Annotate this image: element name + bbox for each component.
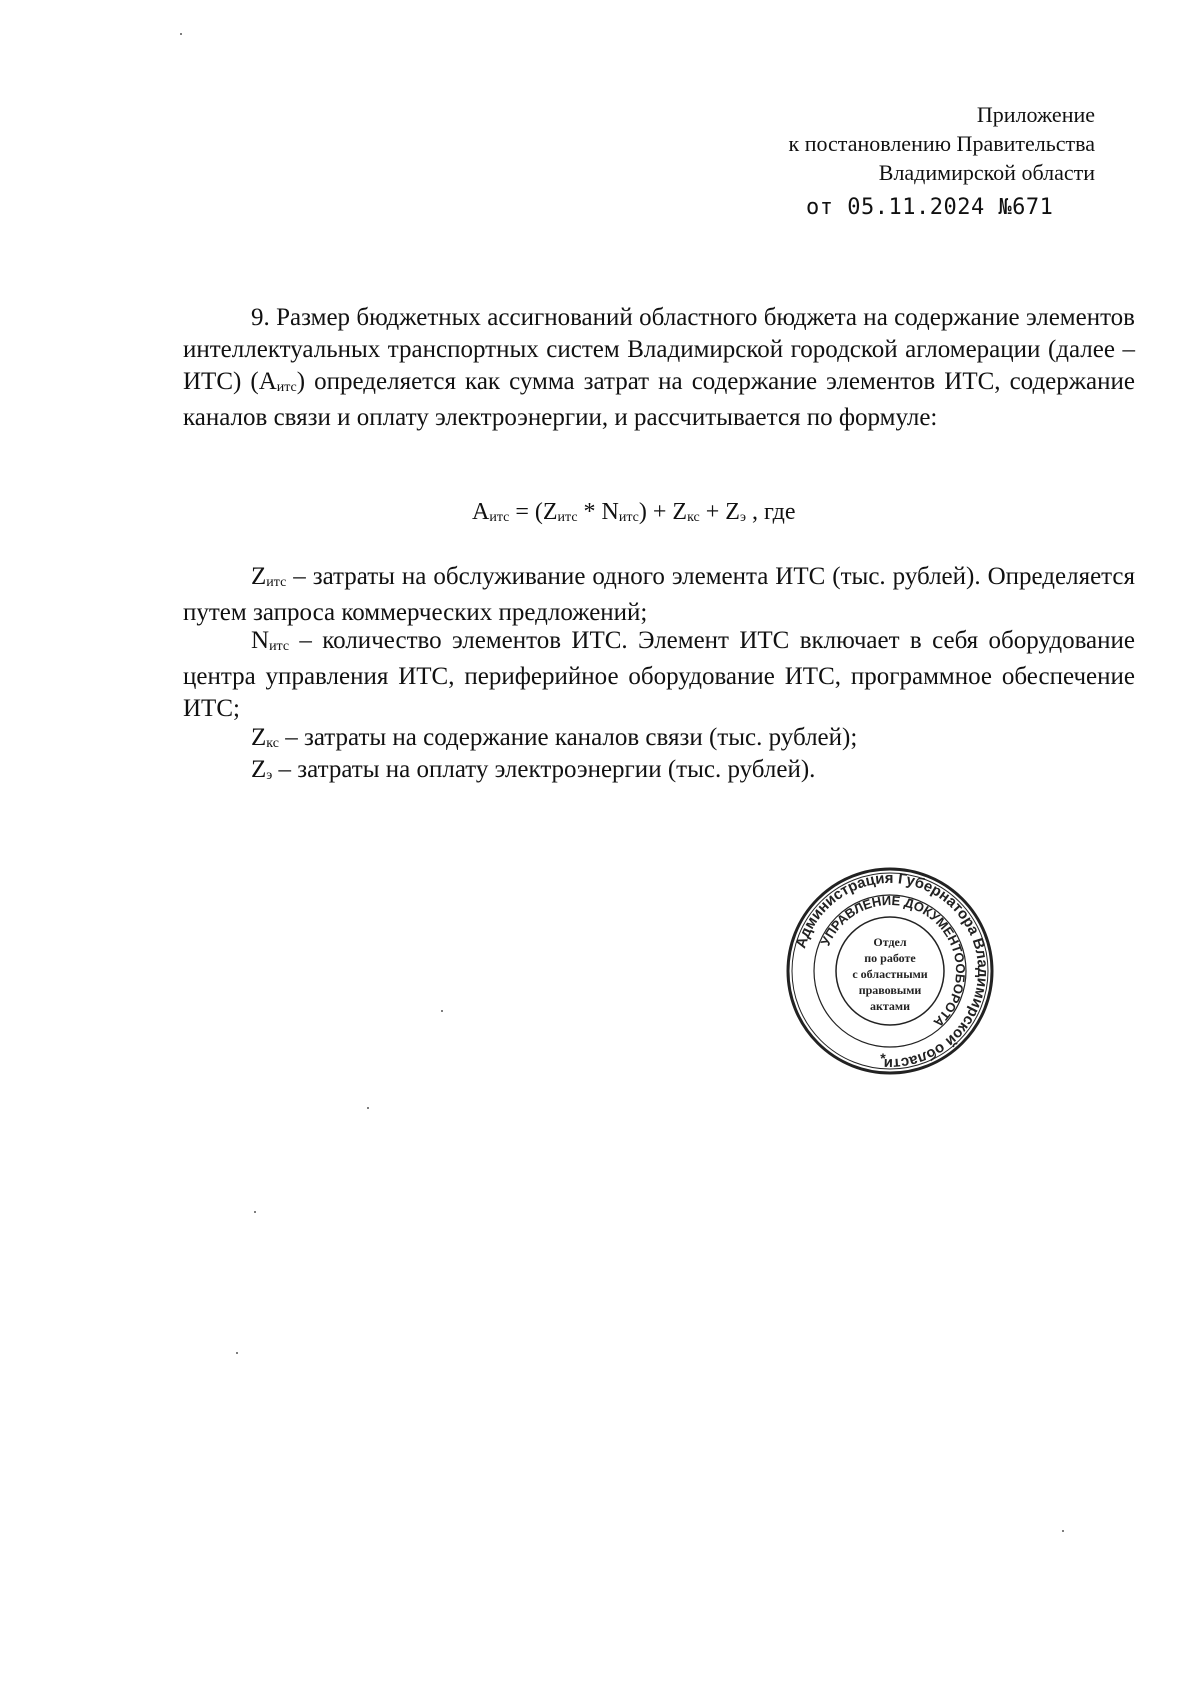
definition-text: – затраты на обслуживание одного элемента ИТС (тыс. рублей). Определяется путем запроса коммерческих предложений; [183, 563, 1135, 626]
stamp-outer-text: Администрация Губернатора Владимирской области [792, 869, 992, 1073]
stamp-center-line3: с областными [852, 967, 928, 981]
annex-line-region: Владимирской области [878, 160, 1095, 185]
scan-speck [236, 1352, 238, 1354]
definition-text: – количество элементов ИТС. Элемент ИТС включает в себя оборудование центра управления ИТС, периферийное оборудование ИТС, программное обеспечение ИТС; [183, 627, 1135, 722]
stamp-center-line1: Отдел [873, 935, 907, 949]
formula-n-subscript: итс [618, 510, 639, 525]
scan-speck [441, 1010, 443, 1012]
definition-symbol: Z [251, 756, 267, 783]
formula-plus2: + Z [699, 499, 740, 525]
paragraph-9-part2: ) определяется как сумма затрат на содержание элементов ИТС, содержание каналов связи и оплату электроэнергии, и рассчитывается по формуле: [183, 368, 1135, 431]
definition-subscript: итс [269, 639, 290, 654]
definition-z-kc [183, 722, 1135, 758]
definition-z-e [183, 754, 1135, 790]
cost-formula [472, 499, 795, 526]
formula-tail: , где [745, 499, 796, 525]
annex-header [789, 100, 1095, 187]
definition-symbol: Z [251, 563, 267, 590]
decree-date-number: от 05.11.2024 №671 [806, 195, 1054, 220]
stamp-center-line2: по работе [864, 951, 916, 965]
stamp-star: * [880, 1050, 886, 1066]
formula-mul: * N [577, 499, 619, 525]
definition-text: – затраты на оплату электроэнергии (тыс. рублей). [272, 756, 816, 783]
formula-eq: = (Z [509, 499, 558, 525]
paragraph-9-part1: 9. Размер бюджетных ассигнований областного бюджета на содержание элементов интеллектуальных транспортных систем Владимирской городской агломерации (далее – ИТС) (А [183, 304, 1135, 395]
stamp-inner-ring-text: УПРАВЛЕНИЕ ДОКУМЕНТООБОРОТА [817, 892, 969, 1031]
definition-subscript: итс [266, 575, 287, 590]
formula-plus1: ) + Z [638, 499, 688, 525]
definition-subscript: кс [266, 736, 279, 751]
formula-a-subscript: итс [489, 510, 510, 525]
definition-symbol: N [251, 627, 270, 654]
formula-a: А [472, 499, 490, 525]
paragraph-9 [183, 302, 1135, 434]
definition-subscript: э [266, 768, 273, 783]
formula-z-subscript: итс [557, 510, 578, 525]
annex-line-resolution: к постановлению Правительства [788, 131, 1095, 156]
official-stamp [785, 866, 995, 1076]
definition-n-itc [183, 625, 1135, 725]
scan-speck [180, 33, 182, 35]
scan-speck [254, 1211, 256, 1213]
scan-speck [367, 1107, 369, 1109]
stamp-center-line5: актами [869, 999, 911, 1013]
definition-z-itc [183, 561, 1135, 629]
annex-title: Приложение [976, 102, 1095, 127]
stamp-center-line4: правовыми [858, 983, 922, 997]
definition-text: – затраты на содержание каналов связи (тыс. рублей); [278, 724, 858, 751]
definition-symbol: Z [251, 724, 267, 751]
paragraph-9-subscript: итс [276, 380, 297, 395]
formula-e-subscript: э [739, 510, 746, 525]
formula-kc-subscript: кс [687, 510, 700, 525]
scan-speck [1062, 1530, 1064, 1532]
